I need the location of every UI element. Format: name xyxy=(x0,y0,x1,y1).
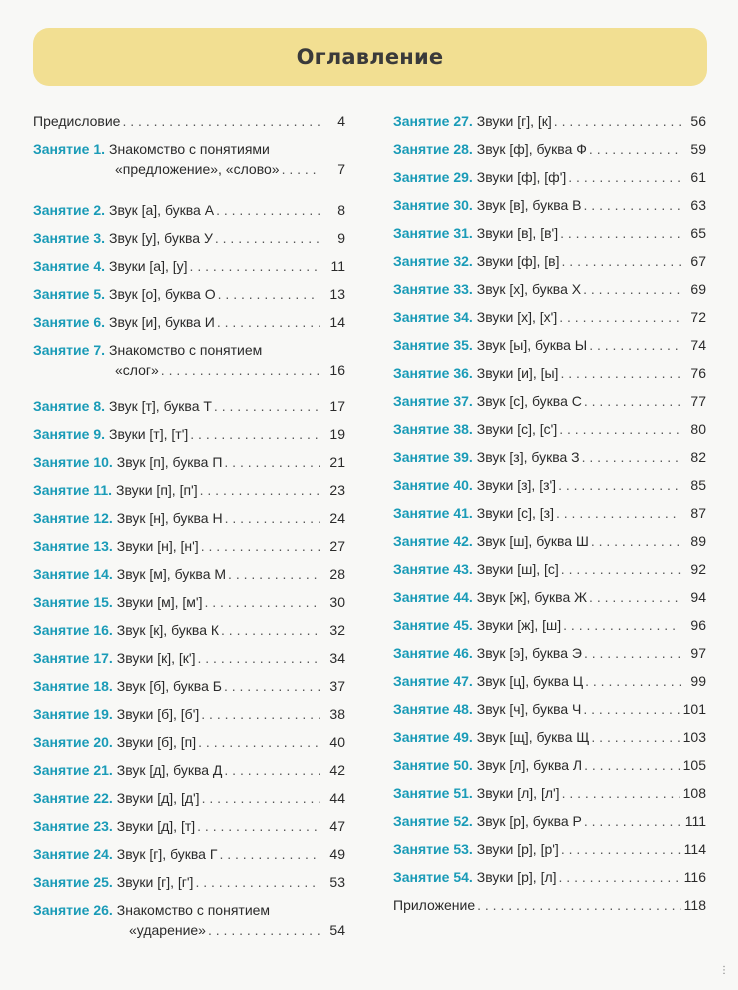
lesson-number: Занятие 35. xyxy=(393,337,473,353)
page-number: 116 xyxy=(683,869,706,885)
entry-title: Звук [о], буква О xyxy=(109,286,216,302)
lesson-number: Занятие 41. xyxy=(393,505,473,521)
entry-title: Звук [в], буква В xyxy=(476,197,582,213)
toc-entry[interactable] xyxy=(393,111,706,131)
dot-leader xyxy=(216,200,320,220)
entry-title: Звук [э], буква Э xyxy=(476,645,582,661)
toc-entry[interactable] xyxy=(393,755,706,775)
toc-entry[interactable] xyxy=(33,676,345,696)
toc-entry[interactable] xyxy=(33,111,345,131)
entry-title: Звук [у], буква У xyxy=(109,230,213,246)
entry-title: Звуки [д], [д'] xyxy=(116,790,200,806)
toc-entry[interactable] xyxy=(33,396,345,416)
lesson-number: Занятие 17. xyxy=(33,650,113,666)
dot-leader xyxy=(197,648,320,668)
entry-title: Звук [ц], буква Ц xyxy=(476,673,584,689)
lesson-number: Занятие 3. xyxy=(33,230,105,246)
toc-entry[interactable] xyxy=(33,256,345,276)
lesson-number: Занятие 23. xyxy=(33,818,113,834)
entry-title: Звук [б], буква Б xyxy=(116,678,222,694)
page-number: 63 xyxy=(690,197,706,213)
toc-entry[interactable] xyxy=(393,167,706,187)
lesson-number: Занятие 40. xyxy=(393,477,473,493)
entry-title: «слог» xyxy=(115,362,159,378)
page-number: 9 xyxy=(337,230,345,246)
lesson-number: Занятие 16. xyxy=(33,622,113,638)
page-number: 85 xyxy=(690,477,706,493)
lesson-number: Занятие 44. xyxy=(393,589,473,605)
dot-leader xyxy=(218,284,320,304)
page-number: 7 xyxy=(337,161,345,177)
dot-leader xyxy=(556,503,681,523)
dot-leader xyxy=(589,139,681,159)
toc-entry[interactable] xyxy=(33,200,345,220)
dot-leader xyxy=(554,111,681,131)
page-number: 23 xyxy=(329,482,345,498)
page-number: 114 xyxy=(683,841,706,857)
lesson-number: Занятие 37. xyxy=(393,393,473,409)
page-number: 61 xyxy=(690,169,706,185)
entry-title: Звуки [т], [т'] xyxy=(109,426,189,442)
lesson-number: Занятие 26. xyxy=(33,902,113,918)
toc-entry[interactable] xyxy=(393,503,706,523)
toc-entry[interactable] xyxy=(33,284,345,304)
dot-leader xyxy=(584,391,681,411)
dot-leader xyxy=(559,307,681,327)
lesson-number: Занятие 5. xyxy=(33,286,105,302)
dot-leader xyxy=(197,816,320,836)
lesson-number: Занятие 42. xyxy=(393,533,473,549)
entry-title: Звук [т], буква Т xyxy=(109,398,212,414)
entry-title: Звуки [и], [ы] xyxy=(476,365,559,381)
edge-marker: ⋮ xyxy=(719,965,729,976)
page-number: 56 xyxy=(690,113,706,129)
dot-leader xyxy=(582,447,681,467)
page-number: 53 xyxy=(329,874,345,890)
dot-leader xyxy=(228,564,320,584)
page-number: 111 xyxy=(684,813,706,829)
toc-entry[interactable] xyxy=(393,643,706,663)
toc-entry[interactable] xyxy=(393,811,706,831)
lesson-number: Занятие 49. xyxy=(393,729,473,745)
page-number: 19 xyxy=(329,426,345,442)
lesson-number: Занятие 8. xyxy=(33,398,105,414)
dot-leader xyxy=(585,671,681,691)
page-number: 76 xyxy=(690,365,706,381)
entry-title: Звуки [н], [н'] xyxy=(116,538,199,554)
toc-entry[interactable] xyxy=(393,447,706,467)
lesson-number: Занятие 13. xyxy=(33,538,113,554)
dot-leader xyxy=(215,228,320,248)
page-number: 72 xyxy=(690,309,706,325)
dot-leader xyxy=(584,195,681,215)
entry-title: Звуки [с], [з] xyxy=(476,505,554,521)
page-number: 42 xyxy=(329,762,345,778)
page-number: 96 xyxy=(690,617,706,633)
page-number: 44 xyxy=(329,790,345,806)
entry-title: Звук [р], буква Р xyxy=(476,813,582,829)
toc-entry[interactable] xyxy=(33,872,345,892)
dot-leader xyxy=(584,755,680,775)
dot-leader xyxy=(559,867,681,887)
toc-entry[interactable] xyxy=(393,783,706,803)
entry-title: Звуки [г], [к] xyxy=(476,113,552,129)
page-number: 94 xyxy=(690,589,706,605)
toc-entry[interactable] xyxy=(33,648,345,668)
page-number: 24 xyxy=(329,510,345,526)
entry-title: Звуки [п], [п'] xyxy=(116,482,198,498)
lesson-number: Занятие 12. xyxy=(33,510,113,526)
lesson-number: Занятие 29. xyxy=(393,169,473,185)
dot-leader xyxy=(195,872,320,892)
toc-entry[interactable] xyxy=(393,475,706,495)
dot-leader xyxy=(584,811,681,831)
lesson-number: Занятие 20. xyxy=(33,734,113,750)
entry-title-line1: Знакомство с понятием xyxy=(116,902,271,918)
dot-leader xyxy=(562,783,680,803)
lesson-number: Занятие 52. xyxy=(393,813,473,829)
entry-title-line1: Знакомство с понятием xyxy=(109,342,263,358)
page-number: 54 xyxy=(329,922,345,938)
page-number: 27 xyxy=(329,538,345,554)
lesson-number: Занятие 7. xyxy=(33,342,105,358)
entry-title: Звуки [р], [л] xyxy=(476,869,557,885)
lesson-number: Занятие 24. xyxy=(33,846,113,862)
dot-leader xyxy=(562,251,681,271)
page-number: 89 xyxy=(690,533,706,549)
page-number: 59 xyxy=(690,141,706,157)
entry-title: Звуки [л], [л'] xyxy=(476,785,560,801)
dot-leader xyxy=(208,920,320,940)
dot-leader xyxy=(200,480,320,500)
toc-entry[interactable] xyxy=(393,615,706,635)
entry-title-line1: Знакомство с понятиями xyxy=(109,141,270,157)
toc-entry[interactable] xyxy=(33,900,345,940)
page-number: 4 xyxy=(337,113,345,129)
entry-title: «предложение», «слово» xyxy=(115,161,280,177)
page-number: 87 xyxy=(690,505,706,521)
page-number: 101 xyxy=(682,701,706,717)
lesson-number: Занятие 14. xyxy=(33,566,113,582)
entry-title: Звук [ш], буква Ш xyxy=(476,533,589,549)
toc-entry[interactable] xyxy=(393,727,706,747)
page-number: 28 xyxy=(329,566,345,582)
toc-entry[interactable] xyxy=(33,340,345,380)
dot-leader xyxy=(198,732,320,752)
toc-entry[interactable] xyxy=(33,816,345,836)
toc-entry[interactable] xyxy=(393,363,706,383)
page-number: 8 xyxy=(337,202,345,218)
page-number: 103 xyxy=(682,729,706,745)
entry-title: Звук [ы], буква Ы xyxy=(476,337,588,353)
toc-entry[interactable] xyxy=(393,895,706,915)
dot-leader xyxy=(225,508,320,528)
toc-entry[interactable] xyxy=(393,223,706,243)
toc-entry[interactable] xyxy=(393,419,706,439)
dot-leader xyxy=(561,839,681,859)
page-number: 99 xyxy=(690,673,706,689)
entry-title: Звук [п], буква П xyxy=(116,454,223,470)
dot-leader xyxy=(560,223,681,243)
lesson-number: Занятие 33. xyxy=(393,281,473,297)
toc-entry[interactable] xyxy=(33,844,345,864)
lesson-number: Занятие 34. xyxy=(393,309,473,325)
toc-entry[interactable] xyxy=(33,564,345,584)
page-number: 69 xyxy=(690,281,706,297)
entry-title: Звук [з], буква З xyxy=(476,449,580,465)
entry-title: Звук [ф], буква Ф xyxy=(476,141,587,157)
dot-leader xyxy=(584,643,681,663)
page-number: 14 xyxy=(329,314,345,330)
entry-title: Звук [и], буква И xyxy=(109,314,215,330)
entry-title: Звуки [ф], [в] xyxy=(476,253,560,269)
dot-leader xyxy=(591,727,679,747)
page-number: 17 xyxy=(329,398,345,414)
toc-entry[interactable] xyxy=(393,335,706,355)
entry-title: Звуки [х], [х'] xyxy=(476,309,558,325)
page-number: 65 xyxy=(690,225,706,241)
toc-entry[interactable] xyxy=(33,452,345,472)
entry-title: Звук [а], буква А xyxy=(109,202,215,218)
entry-title: Звук [м], буква М xyxy=(116,566,227,582)
entry-title: Звуки [а], [у] xyxy=(109,258,188,274)
toc-entry[interactable] xyxy=(393,307,706,327)
page-number: 16 xyxy=(329,362,345,378)
page-number: 97 xyxy=(690,645,706,661)
dot-leader xyxy=(201,704,320,724)
toc-entry[interactable] xyxy=(33,424,345,444)
dot-leader xyxy=(477,895,681,915)
dot-leader xyxy=(589,335,681,355)
dot-leader xyxy=(563,615,681,635)
entry-title: Звуки [в], [в'] xyxy=(476,225,559,241)
dot-leader xyxy=(219,844,320,864)
lesson-number: Занятие 1. xyxy=(33,141,105,157)
toc-entry[interactable] xyxy=(33,312,345,332)
entry-title: Звук [н], буква Н xyxy=(116,510,223,526)
lesson-number: Занятие 31. xyxy=(393,225,473,241)
dot-leader xyxy=(560,363,681,383)
dot-leader xyxy=(214,396,320,416)
dot-leader xyxy=(201,536,320,556)
lesson-number: Занятие 48. xyxy=(393,701,473,717)
entry-title: Звуки [б], [б'] xyxy=(116,706,200,722)
toc-entry[interactable] xyxy=(393,139,706,159)
dot-leader xyxy=(282,159,320,179)
toc-entry[interactable] xyxy=(33,139,345,179)
lesson-number: Занятие 38. xyxy=(393,421,473,437)
entry-title: Звук [г], буква Г xyxy=(116,846,218,862)
toc-entry[interactable] xyxy=(393,391,706,411)
entry-title: Предисловие xyxy=(33,113,121,129)
entry-title: Звук [ч], буква Ч xyxy=(476,701,582,717)
lesson-number: Занятие 22. xyxy=(33,790,113,806)
dot-leader xyxy=(583,699,679,719)
lesson-number: Занятие 47. xyxy=(393,673,473,689)
toc-entry[interactable] xyxy=(393,867,706,887)
page-number: 13 xyxy=(329,286,345,302)
entry-title: Звуки [ф], [ф'] xyxy=(476,169,567,185)
entry-title: Звук [ж], буква Ж xyxy=(476,589,588,605)
page-number: 92 xyxy=(690,561,706,577)
toc-entry[interactable] xyxy=(33,228,345,248)
toc-entry[interactable] xyxy=(33,536,345,556)
toc-entry[interactable] xyxy=(393,699,706,719)
lesson-number: Занятие 43. xyxy=(393,561,473,577)
entry-title: «ударение» xyxy=(129,922,206,938)
page-number: 40 xyxy=(329,734,345,750)
lesson-number: Занятие 10. xyxy=(33,454,113,470)
lesson-number: Занятие 32. xyxy=(393,253,473,269)
lesson-number: Занятие 54. xyxy=(393,869,473,885)
lesson-number: Занятие 28. xyxy=(393,141,473,157)
dot-leader xyxy=(224,760,320,780)
entry-title: Звуки [з], [з'] xyxy=(476,477,557,493)
lesson-number: Занятие 36. xyxy=(393,365,473,381)
page-number: 80 xyxy=(690,421,706,437)
page-number: 30 xyxy=(329,594,345,610)
dot-leader xyxy=(558,475,681,495)
lesson-number: Занятие 53. xyxy=(393,841,473,857)
page-number: 118 xyxy=(683,897,706,913)
lesson-number: Занятие 15. xyxy=(33,594,113,610)
lesson-number: Занятие 19. xyxy=(33,706,113,722)
dot-leader xyxy=(589,587,681,607)
entry-title: Приложение xyxy=(393,897,476,913)
lesson-number: Занятие 25. xyxy=(33,874,113,890)
toc-entry[interactable] xyxy=(393,531,706,551)
page-number: 77 xyxy=(690,393,706,409)
dot-leader xyxy=(204,592,320,612)
entry-title: Звуки [м], [м'] xyxy=(116,594,203,610)
lesson-number: Занятие 39. xyxy=(393,449,473,465)
page-number: 82 xyxy=(690,449,706,465)
toc-entry[interactable] xyxy=(393,839,706,859)
dot-leader xyxy=(221,620,320,640)
dot-leader xyxy=(224,676,320,696)
dot-leader xyxy=(559,419,681,439)
lesson-number: Занятие 9. xyxy=(33,426,105,442)
dot-leader xyxy=(122,111,320,131)
entry-title: Звук [л], буква Л xyxy=(476,757,583,773)
entry-title: Звук [щ], буква Щ xyxy=(476,729,590,745)
toc-entry[interactable] xyxy=(393,195,706,215)
entry-title: Звуки [с], [с'] xyxy=(476,421,558,437)
dot-leader xyxy=(591,531,681,551)
toc-entry[interactable] xyxy=(33,788,345,808)
dot-leader xyxy=(561,559,681,579)
dot-leader xyxy=(161,360,320,380)
lesson-number: Занятие 11. xyxy=(33,482,113,498)
lesson-number: Занятие 18. xyxy=(33,678,113,694)
dot-leader xyxy=(190,424,320,444)
entry-title: Звук [х], буква Х xyxy=(476,281,582,297)
entry-title: Звуки [б], [п] xyxy=(116,734,197,750)
lesson-number: Занятие 6. xyxy=(33,314,105,330)
lesson-number: Занятие 4. xyxy=(33,258,105,274)
entry-title: Звуки [р], [р'] xyxy=(476,841,559,857)
page-number: 34 xyxy=(329,650,345,666)
entry-title: Звуки [г], [г'] xyxy=(116,874,194,890)
page-number: 38 xyxy=(329,706,345,722)
entry-title: Звук [д], буква Д xyxy=(116,762,223,778)
toc-entry[interactable] xyxy=(393,559,706,579)
page-number: 105 xyxy=(682,757,706,773)
lesson-number: Занятие 2. xyxy=(33,202,105,218)
toc-entry[interactable] xyxy=(33,760,345,780)
entry-title: Звуки [д], [т] xyxy=(116,818,196,834)
toc-entry[interactable] xyxy=(393,279,706,299)
entry-title: Звук [с], буква С xyxy=(476,393,582,409)
lesson-number: Занятие 21. xyxy=(33,762,113,778)
dot-leader xyxy=(583,279,681,299)
page-number: 74 xyxy=(690,337,706,353)
lesson-number: Занятие 50. xyxy=(393,757,473,773)
dot-leader xyxy=(190,256,320,276)
lesson-number: Занятие 45. xyxy=(393,617,473,633)
dot-leader xyxy=(217,312,320,332)
lesson-number: Занятие 27. xyxy=(393,113,473,129)
title-banner xyxy=(33,28,707,86)
toc-entry[interactable] xyxy=(33,704,345,724)
toc-entry[interactable] xyxy=(393,587,706,607)
page-number: 108 xyxy=(682,785,706,801)
page-number: 47 xyxy=(329,818,345,834)
page-number: 49 xyxy=(329,846,345,862)
toc-entry[interactable] xyxy=(33,592,345,612)
entry-title: Звуки [к], [к'] xyxy=(116,650,196,666)
toc-entry[interactable] xyxy=(33,620,345,640)
entry-title: Звуки [ж], [ш] xyxy=(476,617,562,633)
page-title: Оглавление xyxy=(296,45,444,69)
toc-entry[interactable] xyxy=(33,732,345,752)
page-number: 32 xyxy=(329,622,345,638)
page-number: 37 xyxy=(329,678,345,694)
toc-entry[interactable] xyxy=(393,671,706,691)
lesson-number: Занятие 51. xyxy=(393,785,473,801)
entry-title: Звуки [ш], [с] xyxy=(476,561,559,577)
page-number: 11 xyxy=(330,258,345,274)
toc-entry[interactable] xyxy=(393,251,706,271)
dot-leader xyxy=(202,788,320,808)
lesson-number: Занятие 46. xyxy=(393,645,473,661)
page-number: 21 xyxy=(329,454,345,470)
lesson-number: Занятие 30. xyxy=(393,197,473,213)
dot-leader xyxy=(568,167,681,187)
page-number: 67 xyxy=(690,253,706,269)
dot-leader xyxy=(224,452,320,472)
toc-entry[interactable] xyxy=(33,508,345,528)
toc-entry[interactable] xyxy=(33,480,345,500)
entry-title: Звук [к], буква К xyxy=(116,622,220,638)
